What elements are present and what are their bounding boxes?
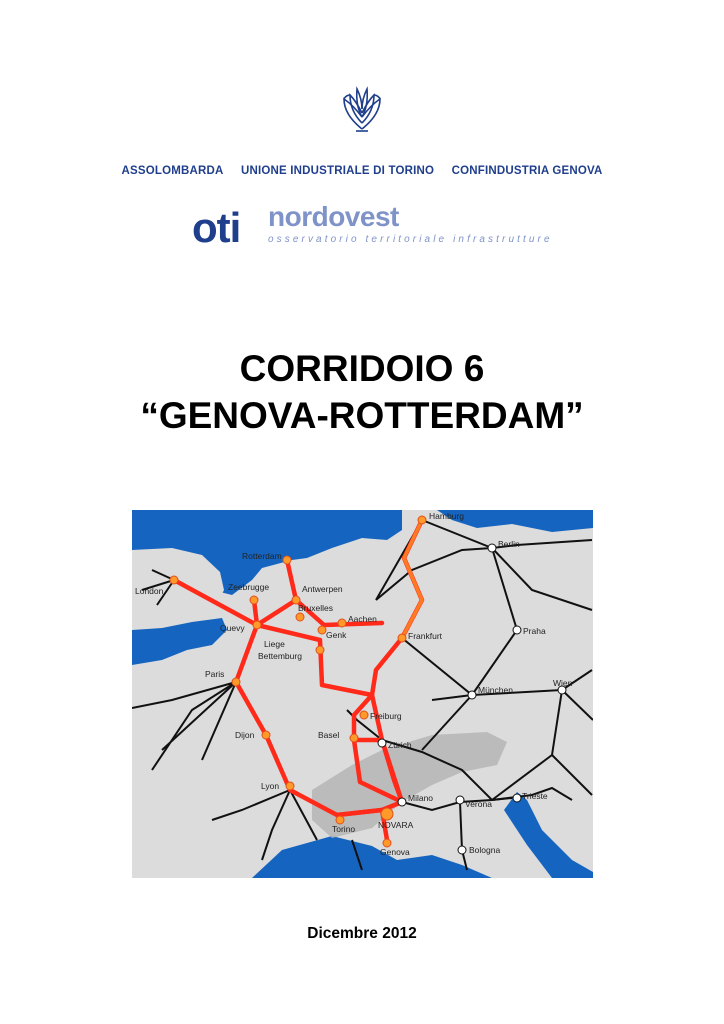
label-trieste: Trieste bbox=[522, 791, 548, 801]
logo-subtitle: osservatorio territoriale infrastrutture bbox=[268, 234, 553, 245]
label-rotterdam: Rotterdam bbox=[242, 551, 282, 561]
label-dijon: Dijon bbox=[235, 730, 255, 740]
confindustria-emblem-icon bbox=[336, 83, 388, 135]
label-aachen: Aachen bbox=[348, 614, 377, 624]
association-unione-industriale-torino: UNIONE INDUSTRIALE DI TORINO bbox=[240, 165, 435, 177]
document-date: Dicembre 2012 bbox=[307, 925, 417, 942]
association-assolombarda: ASSOLOMBARDA bbox=[121, 165, 224, 177]
label-antwerpen: Antwerpen bbox=[302, 584, 343, 594]
label-genk: Genk bbox=[326, 630, 347, 640]
associations-line bbox=[0, 165, 724, 177]
label-quevy: Quevy bbox=[220, 623, 245, 633]
association-confindustria-genova: CONFINDUSTRIA GENOVA bbox=[451, 165, 603, 177]
label-novara: NOVARA bbox=[378, 820, 414, 830]
logo-oti: oti bbox=[192, 204, 241, 251]
label-milano: Milano bbox=[408, 793, 434, 803]
label-bruxelles: Bruxelles bbox=[298, 603, 333, 613]
label-zurich: Zürich bbox=[388, 740, 412, 750]
label-paris: Paris bbox=[205, 669, 225, 679]
label-hamburg: Hamburg bbox=[429, 511, 464, 521]
label-basel: Basel bbox=[318, 730, 340, 740]
logo-nordovest: nordovest bbox=[268, 201, 399, 232]
label-london: London bbox=[135, 586, 164, 596]
document-title-line1: CORRIDOIO 6 bbox=[239, 348, 485, 389]
label-liege: Liege bbox=[264, 639, 285, 649]
oti-nordovest-logo bbox=[192, 201, 553, 254]
label-lyon: Lyon bbox=[261, 781, 280, 791]
label-berlin: Berlin bbox=[498, 539, 520, 549]
label-freiburg: Freiburg bbox=[370, 711, 402, 721]
label-munchen: München bbox=[478, 685, 513, 695]
corridor-map bbox=[132, 510, 593, 878]
label-praha: Praha bbox=[523, 626, 546, 636]
label-wien: Wien bbox=[553, 678, 573, 688]
label-verona: Verona bbox=[465, 799, 492, 809]
label-bettemburg: Bettemburg bbox=[258, 651, 302, 661]
label-bologna: Bologna bbox=[469, 845, 501, 855]
label-frankfurt: Frankfurt bbox=[408, 631, 443, 641]
label-zeebrugge: Zeebrugge bbox=[228, 582, 270, 592]
document-title-line2: “GENOVA-ROTTERDAM” bbox=[140, 395, 584, 436]
label-genova: Genova bbox=[380, 847, 410, 857]
label-torino: Torino bbox=[332, 824, 356, 834]
